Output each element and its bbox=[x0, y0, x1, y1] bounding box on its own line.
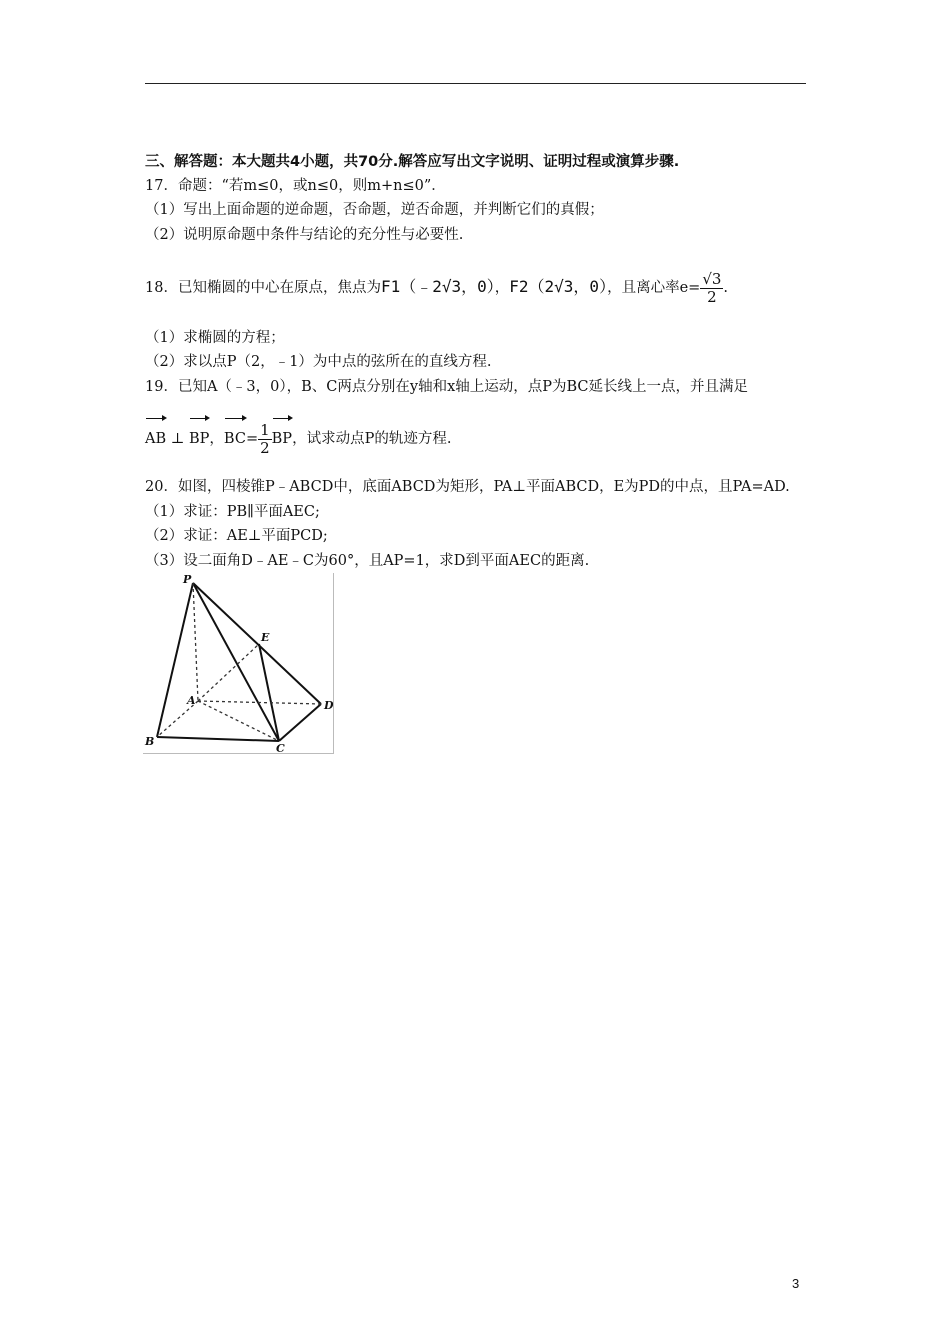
q19-vector-condition bbox=[145, 416, 451, 458]
page-number: 3 bbox=[792, 1276, 800, 1291]
q18-eccentricity-fraction bbox=[700, 271, 723, 306]
section-heading: 三、解答题：本大题共4小题，共70分.解答应写出文字说明、证明过程或演算步骤. bbox=[145, 154, 680, 170]
pyramid-diagram bbox=[143, 573, 333, 753]
q18-part1: （1）求椭圆的方程； bbox=[145, 330, 285, 346]
q20-part1: （1）求证：PB∥平面AEC; bbox=[145, 504, 320, 520]
q20-stem: 20．如图，四棱锥P﹣ABCD中，底面ABCD为矩形，PA⊥平面ABCD，E为PD的中点，且PA=AD. bbox=[145, 479, 790, 495]
label-a: A bbox=[187, 694, 196, 707]
edge-bc bbox=[157, 737, 279, 741]
q18-part2: （2）求以点P（2，﹣1）为中点的弦所在的直线方程. bbox=[145, 354, 492, 370]
q17-part1: （1）写出上面命题的逆命题，否命题，逆否命题，并判断它们的真假； bbox=[145, 202, 604, 218]
q17-part2: （2）说明原命题中条件与结论的充分性与必要性. bbox=[145, 227, 464, 243]
edge-cd bbox=[279, 704, 321, 741]
label-d: D bbox=[324, 699, 333, 712]
label-b: B bbox=[145, 735, 155, 748]
edge-pa bbox=[193, 583, 198, 701]
q18-f2: F2（2√3，0） bbox=[509, 277, 608, 296]
q18-e-numerator: √3 bbox=[702, 269, 722, 288]
vector-bc: BC bbox=[224, 416, 246, 458]
pyramid-figure bbox=[143, 573, 334, 754]
label-e: E bbox=[261, 631, 270, 644]
q19-half-denominator: 2 bbox=[260, 438, 270, 457]
edge-ac bbox=[198, 701, 279, 741]
q19-equals: = bbox=[245, 431, 259, 447]
q18-stem: 18．已知椭圆的中心在原点，焦点为F1（﹣2√3，0），F2（2√3，0），且离心率e= $\frac{√3}{2}$ . bbox=[145, 269, 729, 306]
q19-stem: 19．已知A（﹣3，0），B、C两点分别在y轴和x轴上运动，点P为BC延长线上一点，并且满足 bbox=[145, 379, 749, 395]
edge-pb bbox=[157, 583, 193, 737]
q20-part3: （3）设二面角D﹣AE﹣C为60°，且AP=1，求D到平面AEC的距离. bbox=[145, 553, 590, 569]
q20-part2: （2）求证：AE⊥平面PCD; bbox=[145, 528, 328, 544]
vector-ab: AB bbox=[145, 416, 166, 458]
q18-e-label: e= bbox=[679, 280, 701, 296]
label-c: C bbox=[276, 742, 285, 753]
q19-half-fraction bbox=[258, 422, 272, 457]
q17-stem: 17．命题：“若m≤0，或n≤0，则m+n≤0”． bbox=[145, 178, 446, 194]
vector-bp: BP bbox=[189, 416, 209, 458]
header-rule bbox=[145, 83, 806, 84]
q18-stem-end: . bbox=[723, 280, 729, 296]
perp-symbol: ⊥ bbox=[170, 431, 185, 447]
edge-pd bbox=[193, 583, 321, 704]
q19-half-numerator: 1 bbox=[260, 420, 270, 439]
q18-f1: F1（﹣2√3，0） bbox=[380, 277, 495, 296]
edge-pc bbox=[193, 583, 279, 741]
edge-ae bbox=[198, 644, 259, 701]
vector-bp-2: BP bbox=[272, 416, 292, 458]
label-p: P bbox=[183, 573, 192, 586]
q19-stem-end: ，试求动点P的轨迹方程. bbox=[292, 431, 452, 447]
q18-stem-prefix: 18．已知椭圆的中心在原点，焦点为 bbox=[145, 280, 381, 296]
q19-comma: ， bbox=[209, 431, 224, 447]
q18-stem-mid: ，且离心率 bbox=[607, 280, 680, 296]
q18-e-denominator: 2 bbox=[707, 287, 717, 306]
edge-ec bbox=[259, 644, 279, 741]
